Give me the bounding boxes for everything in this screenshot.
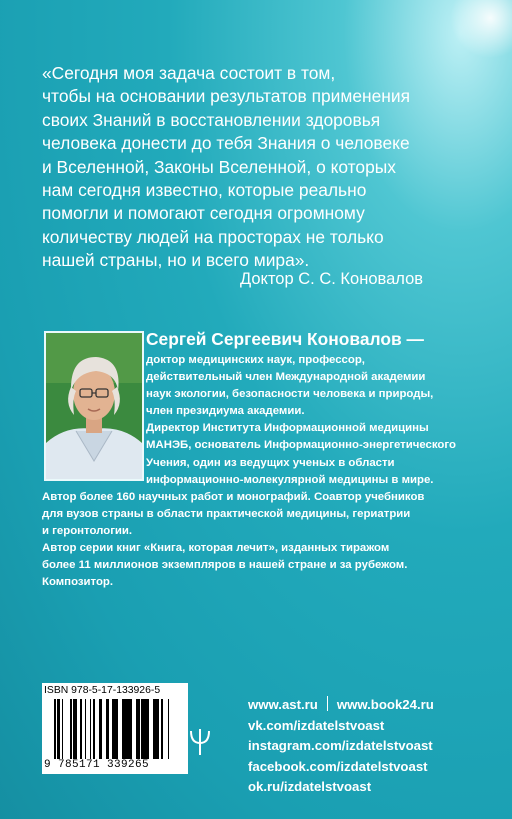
quote-line: человека донести до тебя Знания о человеке <box>42 133 410 154</box>
barcode-bar <box>122 699 123 759</box>
barcode-bar <box>80 699 82 759</box>
barcode-bar <box>139 699 140 759</box>
barcode-bar <box>144 699 146 759</box>
bio-line: Учения, один из ведущих ученых в области <box>146 456 395 469</box>
isbn-number: ISBN 978-5-17-133926-5 <box>44 685 161 696</box>
bio-line: Автор более 160 научных работ и монографий. Соавтор учебников <box>42 490 425 503</box>
barcode-bar <box>70 699 72 759</box>
bio-line: информационно-молекулярной медицины в мире. <box>146 473 434 486</box>
barcode-bar <box>141 699 143 759</box>
barcode-bar <box>93 699 94 759</box>
quote-line: и Вселенной, Законы Вселенной, о которых <box>42 156 396 177</box>
barcode-bar <box>143 699 144 759</box>
quote-line: нашей страны, но и всего мира». <box>42 250 310 271</box>
barcode-bar <box>99 699 102 759</box>
barcode-bar <box>62 699 63 759</box>
quote-line: нам сегодня известно, которые реально <box>42 180 367 201</box>
bio-line: член президиума академии. <box>146 405 305 418</box>
barcode-bar <box>161 699 163 759</box>
quote-line: помогли и помогают сегодня огромному <box>42 203 365 224</box>
barcode-bar <box>158 699 159 759</box>
author-quote <box>42 62 482 273</box>
bio-line: для вузов страны в области практической медицины, гериатрии <box>42 507 411 520</box>
barcode-bars <box>54 699 182 759</box>
barcode-bar <box>153 699 156 759</box>
bio-line: действительный член Международной академии <box>146 371 426 384</box>
barcode-bar <box>146 699 148 759</box>
barcode-bar <box>123 699 126 759</box>
quote-line: количеству людей на просторах не только <box>42 226 384 247</box>
site-links-row <box>248 695 493 716</box>
barcode-bar <box>136 699 139 759</box>
publisher-links <box>248 695 493 798</box>
barcode-bar <box>126 699 129 759</box>
barcode-bar <box>76 699 77 759</box>
link-ast-site[interactable]: www.ast.ru <box>248 697 318 712</box>
barcode-bar <box>168 699 169 759</box>
ean-digits: 9 785171 339265 <box>44 759 150 771</box>
author-biography <box>42 326 487 591</box>
link-book24-site[interactable]: www.book24.ru <box>336 697 434 712</box>
bio-line: наук экологии, безопасности человека и природы, <box>146 388 434 401</box>
bio-line: более 11 миллионов экземпляров в нашей стране и за рубежом. <box>42 559 408 572</box>
bio-line: доктор медицинских наук, профессор, <box>146 354 365 366</box>
link-facebook[interactable]: facebook.com/izdatelstvoast <box>248 758 428 774</box>
bio-line: и геронтологии. <box>42 524 133 537</box>
barcode-bar <box>114 699 116 759</box>
barcode-bar <box>94 699 95 759</box>
quote-author: Доктор С. С. Коновалов <box>240 270 424 288</box>
quote-line: чтобы на основании результатов применения <box>42 86 411 107</box>
bio-line: Директор Института Информационной медицины <box>146 422 429 435</box>
author-name: Сергей Сергеевич Коновалов — <box>146 329 424 349</box>
divider <box>327 696 328 711</box>
barcode-bar <box>57 699 59 759</box>
link-vk[interactable]: vk.com/izdatelstvoast <box>248 717 385 733</box>
isbn-barcode <box>42 683 188 774</box>
barcode-bar <box>129 699 132 759</box>
corner-highlight <box>440 0 512 60</box>
barcode-bar <box>116 699 118 759</box>
barcode-bar <box>90 699 91 759</box>
quote-line: своих Знаний в восстановлении здоровья <box>42 109 381 130</box>
barcode-bar <box>85 699 86 759</box>
link-ok[interactable]: ok.ru/izdatelstvoast <box>248 779 372 794</box>
barcode-bar <box>156 699 158 759</box>
bio-line: Автор серии книг «Книга, которая лечит», изданных тиражом <box>42 542 390 555</box>
barcode-bar <box>59 699 60 759</box>
barcode-bar <box>54 699 56 759</box>
barcode-bar <box>73 699 76 759</box>
barcode-bar <box>112 699 114 759</box>
barcode-bar <box>106 699 109 759</box>
quote-line: «Сегодня моя задача состоит в том, <box>42 63 336 83</box>
psi-logo-icon <box>188 727 212 757</box>
barcode-bar <box>148 699 149 759</box>
link-instagram[interactable]: instagram.com/izdatelstvoast <box>248 738 433 753</box>
bio-line: Композитор. <box>42 576 114 589</box>
bio-line: МАНЭБ, основатель Информационно-энергетического <box>146 439 456 452</box>
